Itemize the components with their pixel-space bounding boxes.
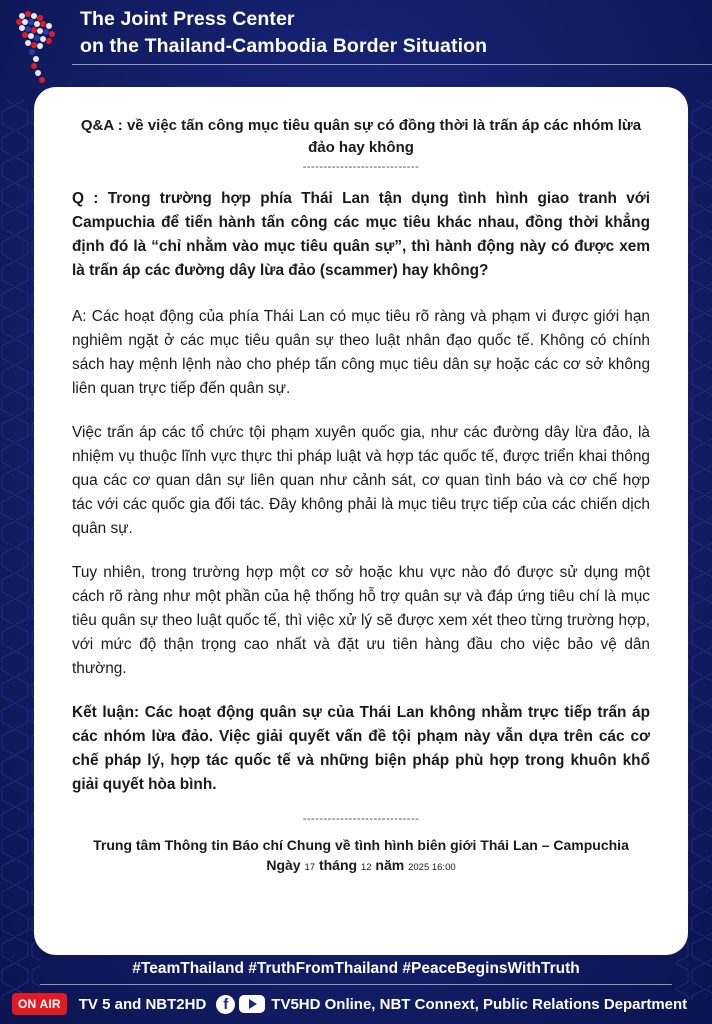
answer-paragraph-3: Tuy nhiên, trong trường hợp một cơ sở hoặc khu vực nào đó được sử dụng một cách rõ ràng như một phần của hệ thống hỗ trợ quân sự và đáp ứng tiêu chí là mục tiêu quân sự theo luật quốc tế, thì việc xử lý sẽ được xem xét theo từng trường hợp, với mức độ thận trọng cao nhất và đặt ưu tiên hàng đầu cho việc bảo vệ dân thường. [72,564,650,677]
header-title [80,6,487,60]
facebook-icon: f [216,995,235,1014]
date-month: 12 [360,862,372,873]
tv-channels: TV 5 and NBT2HD [78,995,207,1013]
social-icons [216,995,265,1014]
broadcast-bar [12,991,704,1017]
separator-2: ---------------------------- [302,813,420,825]
on-air-badge: ON AIR [12,993,67,1015]
footer-divider [40,984,672,985]
conclusion-paragraph: Kết luận: Các hoạt động quân sự của Thái Lan không nhằm trực tiếp trấn áp các nhóm lừa đảo. Việc giải quyết vấn đề tội phạm này vẫn dựa trên các cơ chế pháp lý, hợp tác quốc tế và những biện pháp phù hợp trong khuôn khổ giải quyết hòa bình. [72,704,650,793]
online-channels: TV5HD Online, NBT Connext, Public Relations Department [271,995,688,1013]
qa-title: Q&A : về việc tấn công mục tiêu quân sự có đồng thời là trấn áp các nhóm lừa đảo hay không [80,117,642,156]
document-content [72,115,650,878]
issue-date [72,855,650,878]
question-paragraph: Q : Trong trường hợp phía Thái Lan tận dụng tình hình giao tranh với Campuchia để tiến hành tấn công các mục tiêu khác nhau, đồng thời khẳng định đó là “chỉ nhằm vào mục tiêu quân sự”, thì hành động này có được xem là trấn áp các đường dây lừa đảo (scammer) hay không? [72,190,650,279]
separator: ---------------------------- [302,161,420,173]
header-title-line-1: The Joint Press Center [80,8,295,30]
header-title-line-2: on the Thailand-Cambodia Border Situation [80,35,488,57]
document-card [34,87,688,955]
issuing-organization: Trung tâm Thông tin Báo chí Chung về tình hình biên giới Thái Lan – Campuchia [93,837,629,853]
youtube-icon [239,995,265,1013]
date-day: 17 [304,862,316,873]
hashtags: #TeamThailand #TruthFromThailand #PeaceBeginsWithTruth [132,960,580,977]
header-divider [72,64,712,65]
thailand-map-logo-icon [8,4,64,88]
answer-paragraph-1: A: Các hoạt động của phía Thái Lan có mục tiêu rõ ràng và phạm vi được giới hạn nghiêm ngặt ở các mục tiêu quân sự theo luật nhân đạo quốc tế. Không có chính sách hay mệnh lệnh nào cho phép tấn công mục tiêu dân sự hoặc các cơ sở không liên quan trực tiếp đến quân sự. [72,308,650,397]
date-word-year: năm [375,857,405,873]
answer-paragraph-2: Việc trấn áp các tổ chức tội phạm xuyên quốc gia, như các đường dây lừa đảo, là nhiệm vụ thuộc lĩnh vực thực thi pháp luật và hợp tác quốc tế, được triển khai thông qua các cơ quan dân sự liên quan như cảnh sát, cơ quan tình báo và cơ chế hợp tác với các quốc gia đối tác. Đây không phải là mục tiêu trực tiếp của các chiến dịch quân sự. [72,424,650,537]
date-word-month: tháng [318,857,358,873]
date-year-time: 2025 16:00 [408,862,456,873]
date-word-day: Ngày [266,857,301,873]
